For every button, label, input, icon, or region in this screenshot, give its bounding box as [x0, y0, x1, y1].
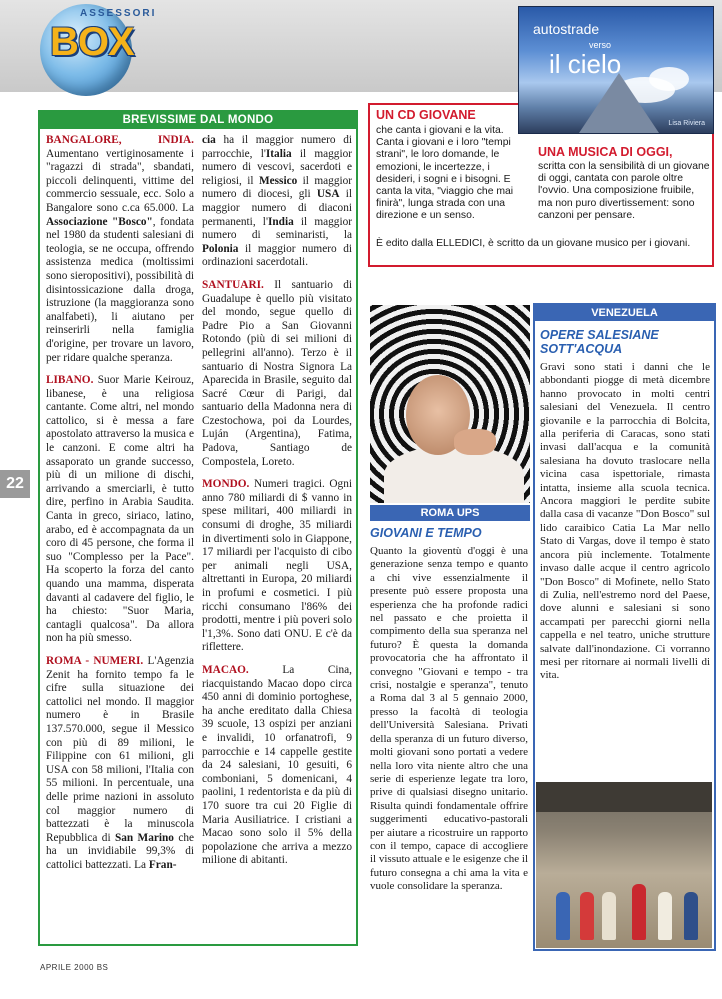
- num-text-d: il maggior numero di vescovi, sacerdoti e religiosi, il: [202, 147, 353, 187]
- cd-right-text: scritta con la sensibilità di un giovane di oggi, cantata con parole oltre l'ovvio. Una composizione fruibile, ma non puro divertissement: sono canzoni per pensare.: [538, 161, 710, 221]
- num-text-b: ha il maggior numero di parrocchie, l': [202, 134, 353, 160]
- santuari-text: Il santuario di Guadalupe è quello più visitato del mondo, segue quello di Padre Pio a San Giovanni Rotondo (più di sei milioni di pellegrini all'anno). Terzo è il santuario di Nostra Signora La Aparecida in Brasile, seguito dal Sacré Cœur di Parigi, dal santuario della Madonna nera di Czestochowa, poi da Lourdes, Luján (Argentina), Fatima, Padova, Santiago de Compostela, Loreto.: [202, 278, 353, 468]
- roma-numeri-text-d: Fran-: [148, 858, 177, 871]
- libano-paragraph: [46, 374, 194, 646]
- photo-child: [580, 892, 594, 940]
- photo-child: [684, 892, 698, 940]
- bangalore-paragraph: [46, 134, 194, 365]
- box-logo: BOX: [50, 20, 134, 64]
- roma-ups-header: ROMA UPS: [370, 505, 530, 521]
- box-small-label: ASSESSORI: [80, 8, 157, 19]
- cd-title: UN CD GIOVANE: [376, 108, 476, 122]
- photo-hand: [454, 429, 496, 455]
- santuari-heading: SANTUARI.: [202, 278, 264, 291]
- road-shape: [579, 73, 659, 133]
- num-polonia: Polonia: [202, 242, 239, 255]
- page-footer: APRILE 2000 BS: [40, 963, 109, 972]
- roma-numeri-text-b: San Marino: [114, 831, 174, 844]
- macao-heading: MACAO.: [202, 663, 249, 676]
- macao-paragraph: [202, 664, 352, 868]
- venezuela-photo: [536, 782, 712, 948]
- num-text-j: il maggior numero di seminaristi, la: [202, 215, 352, 242]
- cd-footer-text: È edito dalla ELLEDICI, è scritto da un giovane musico per i giovani.: [376, 238, 691, 249]
- mondo-text: Numeri tragici. Ogni anno 780 miliardi di $ vanno in spese militari, 400 miliardi in consumi di droghe, 35 miliardi in divertimenti solo in Giappone, 17 miliardi per l'acquisto di cibo per animali negli USA, altrettanti in Europa, 20 miliardi in profumi e cosmetici. I più ricchi consumano l'86% dei prodotti, mentre i più poveri solo l'1,3%. Sono dati ONU. E c'è da riflettere.: [202, 478, 352, 654]
- roma-numeri-heading: ROMA - NUMERI.: [46, 654, 144, 667]
- num-usa: USA: [316, 188, 340, 201]
- cd-cover-credit: Lisa Riviera: [668, 120, 705, 127]
- venezuela-header: VENEZUELA: [535, 305, 714, 321]
- page-number: 22: [0, 470, 30, 498]
- santuari-paragraph: [202, 279, 352, 469]
- libano-text: Suor Marie Keirouz, libanese, è una religiosa cantante. Come altri, nel mondo cattolico, si è messa a fare apostolato attraverso la musica e le canzoni. E come altri ha assaporato un grande successo, più di un milione di dischi, arrivando a smerciarli, è tutto dire, perfino in Arabia Saudita. Canta in greco, siriaco, latino, arabo, ed è accompagnata da un coro di 45 persone, che forma il suo "Complesso per la Pace". Ha scoperto la forza del canto quando una mamma, disperata davanti al cadavere del figlio, le ha chiesto: "Suor Maria, cantagli qualcosa". Da allora non ha più smesso.: [46, 374, 194, 645]
- venezuela-subtitle: OPERE SALESIANE SOTT'ACQUA: [540, 328, 659, 356]
- main-column-2: [202, 134, 352, 877]
- roma-subtitle: GIOVANI E TEMPO: [370, 526, 482, 540]
- cd-right-title: UNA MUSICA DI OGGI,: [538, 145, 673, 159]
- num-text-f: il maggior numero di diocesi, gli: [202, 174, 353, 201]
- bangalore-heading: BANGALORE, INDIA.: [46, 134, 194, 146]
- roma-photo: [370, 305, 530, 503]
- num-italia: Italia: [265, 147, 292, 160]
- photo-child: [632, 884, 646, 940]
- main-column-1: [46, 134, 194, 881]
- macao-text: La Cina, riacquistando Macao dopo circa 450 anni di dominio portoghese, ha anche ereditato dalla Chiesa 39 scuole, 13 ospizi per anziani e invalidi, 10 orfanatrofi, 9 parrocchie e 14 cappelle gestite da 24 salesiani, 10 gesuiti, 6 comboniani, 5 domenicani, 4 paolini, 1 redentorista e da più di 170 suore tra cui 20 Figlie di Maria Ausiliatrice. I cristiani a Macao sono solo il 5% della popolazione che arriva a mezzo milione di abitanti.: [202, 663, 353, 867]
- photo-child: [602, 892, 616, 940]
- num-messico: Messico: [258, 174, 298, 187]
- cd-left-text: che canta i giovani e la vita. Canta i giovani e i loro "tempi strani", le loro domande, le emozioni, le incertezze, i desideri, i sogni e i bisogni. E canta la vita, "viaggio che mai finirà", lunga strada con una direzione e un senso.: [376, 125, 514, 222]
- cd-cover-image: [518, 6, 714, 134]
- roma-numeri-paragraph: [46, 655, 194, 873]
- brevissime-title: BREVISSIME DAL MONDO: [40, 112, 356, 129]
- photo-shirt: [384, 445, 524, 503]
- num-text-h: il maggior numero di diaconi permanenti, l': [202, 188, 352, 228]
- mondo-heading: MONDO.: [202, 478, 250, 491]
- roma-article: Quanto la gioventù d'oggi è una generazione senza tempo e quanto a chi vive essenzialmente il presente può essere proposta una esperienza che ha profonde radici nel passato e che proietta il compimento della sua speranza nel futuro? È questa la domanda provocatoria che ha affrontato il convegno "Giovani e tempo - tra crisi, nostalgie e speranza", tenuto a Roma dal 3 al 5 gennaio 2000, presso la facoltà di teologia dell'Università Salesiana. Privati della speranza di un futuro diverso, molti giovani sono portati a vedere nella loro vita niente altro che una serie di esperienze legate tra loro, prive di qualsiasi disegno unitario. Risulta quindi fondamentale offrire suggerimenti educativo-pastorali per aiutare a ricostruire un rapporto con il tempo, capace di accogliere il vissuto attuale e le esigenze che il futuro consegna a chi ama la vita e vuole consolidare la speranza.: [370, 545, 528, 893]
- photo-child: [658, 892, 672, 940]
- photo-roof: [536, 782, 712, 812]
- num-india: India: [267, 215, 294, 228]
- cd-cover-line2: verso: [589, 40, 612, 50]
- photo-child: [556, 892, 570, 940]
- numeri-continued-paragraph: [202, 134, 352, 270]
- mondo-paragraph: [202, 478, 352, 655]
- libano-heading: LIBANO.: [46, 374, 94, 387]
- roma-numeri-text-a: L'Agenzia Zenit ha fornito tempo fa le cifre sulla situazione dei cattolici nel mondo. Il maggior numero è in Brasile 137.570.000, segue il Messico con più di 89 milioni, le Filippine con 61 milioni, gli USA con 58 milioni, l'Italia con 55 milioni. In percentuale, una delle prime nazioni in assoluto col maggior numero di battezzati è la minuscola Repubblica di: [46, 654, 195, 844]
- bangalore-text-b: Associazione "Bosco": [46, 215, 153, 228]
- roma-numeri-text-c: che ha un invidiabile 99,3% di cattolici battezzati. La: [46, 831, 195, 871]
- num-text-l: il maggior numero di ordinazioni sacerdotali.: [202, 242, 352, 269]
- cd-cover-line3: il cielo: [549, 49, 622, 79]
- cd-cover-line1: autostrade: [533, 21, 600, 37]
- bangalore-text-a: Aumentano vertiginosamente i "ragazzi di strada", sbandati, piccoli delinquenti, vittime del commercio sessuale, ecc. Solo a Bangalore sono c.ca 65.000. La: [46, 147, 194, 214]
- bangalore-text-c: , fondata nel 1980 da studenti salesiani di teologia, se ne occupa, offrendo assistenza medica (moltissimi sono sieropositivi), possibilità di disintossicazione dalla droga, istruzione (la maggioranza sono analfabeti), li aiutano per reinserirli nella famiglia d'origine, per trovare un lavoro, per ridare qualche speranza.: [46, 215, 194, 364]
- num-francia: cia: [202, 134, 216, 146]
- venezuela-article: Gravi sono stati i danni che le abbondanti piogge di metà dicembre hanno provocato in molti centri salesiani del Venezuela. Il centro giovanile e la parrocchia di Bolcita, alla periferia di Caracas, sono stati invasi dall'acqua e la comunità salesiana ha dovuto traslocare nella vicina casa ispettoriale, rimasta intatta, insieme alla scuola tecnica. Ancora maggiori le perdite subite dalla casa di vacanze "Don Bosco" sul lido caraibico Catia La Mar nello Stato di Vargas, dove il tempo è stato ancora più inclemente. Totalmente invaso dalle acque il centro agricolo "Don Bosco" di Mofinete, nello Stato di Zulia, nell'estremo nord del Paese, dove alunni e salesiani si sono accampati per parecchi giorni nella cappella e nel teatro, uniche strutture salvate dall'inondazione. Ci vorranno mesi per ritornare ai normali livelli di vita.: [540, 361, 710, 682]
